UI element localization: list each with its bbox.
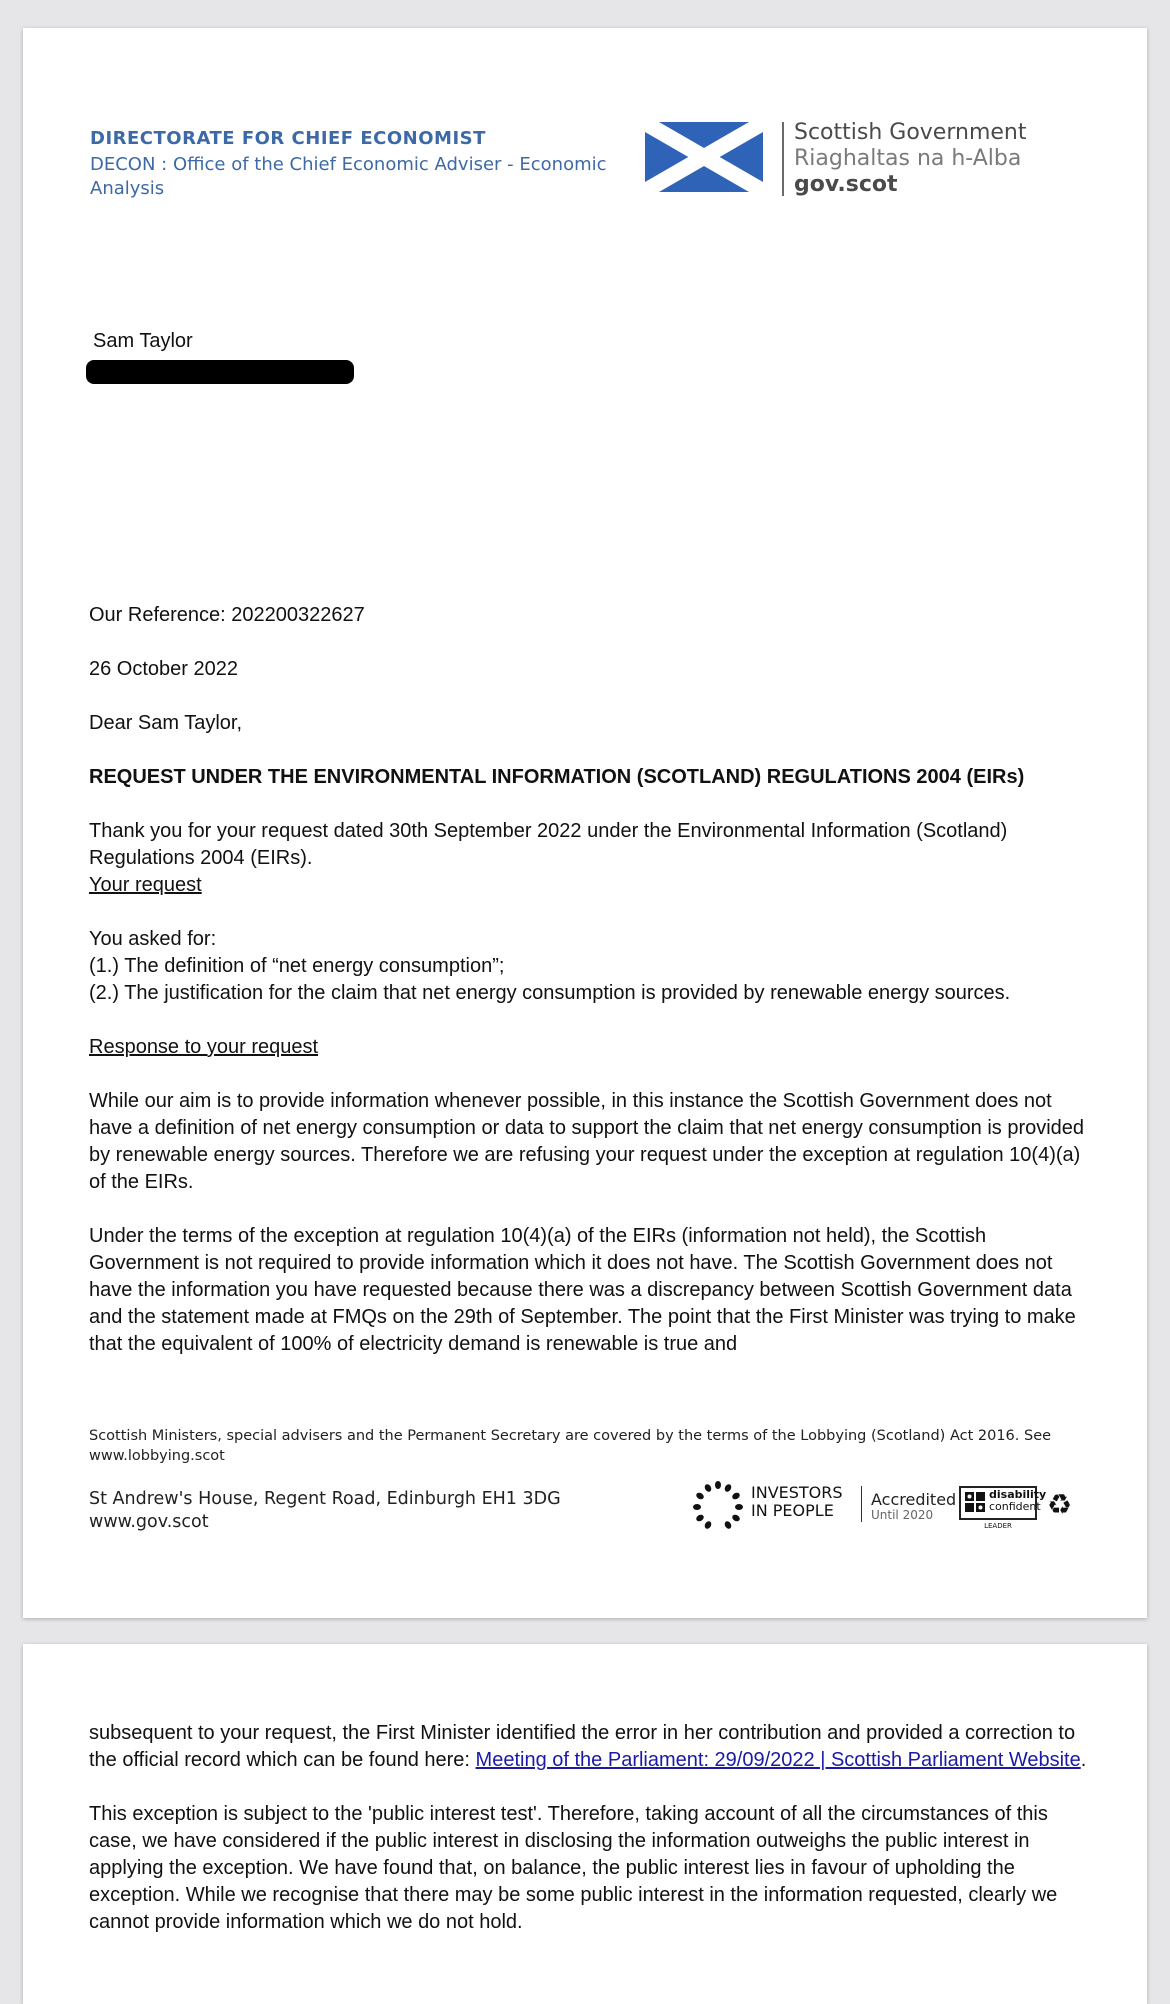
- directorate-title: DIRECTORATE FOR CHIEF ECONOMIST: [90, 128, 486, 149]
- iip-line-2: IN PEOPLE: [751, 1501, 834, 1520]
- logo-line-1: Scottish Government: [794, 120, 1027, 145]
- salutation: Dear Sam Taylor,: [89, 712, 243, 734]
- disability-confident-icon: [965, 1492, 985, 1512]
- scottish-government-logo: [645, 122, 1075, 202]
- response-heading: Response to your request: [89, 1036, 319, 1058]
- dc-line-2: confident: [989, 1500, 1041, 1513]
- footer-address: St Andrew's House, Regent Road, Edinburgh EH1 3DG: [89, 1489, 561, 1509]
- accredited-until: Until 2020: [871, 1508, 934, 1522]
- directorate-header: [90, 128, 645, 201]
- logo-line-2: Riaghaltas na h-Alba: [794, 146, 1022, 171]
- accreditation-badges: [691, 1480, 1111, 1540]
- response-paragraph-4: This exception is subject to the 'public interest test'. Therefore, taking account of all the circumstances of this case, we have considered if the public interest in disclosing the information outweighs the public interest in applying the exception. We have found that, on balance, the public interest lies in favour of upholding the exception. While we recognise that there may be some public interest in the information requested, clearly we cannot provide information which we do not hold.: [89, 1803, 1058, 1933]
- request-item-2: (2.) The justification for the claim that net energy consumption is provided by renewable energy sources.: [89, 982, 1011, 1004]
- response-paragraph-2: Under the terms of the exception at regulation 10(4)(a) of the EIRs (information not held), the Scottish Government is not required to provide information which it does not have. The Scottish Government does not have the information you have requested because there was a discrepancy between Scottish Government data and the statement made at FMQs on the 29th of September. The point that the First Minister was trying to make that the equivalent of 100% of electricity demand is renewable is true and: [89, 1225, 1076, 1355]
- redacted-address: [86, 360, 354, 384]
- letter-date: 26 October 2022: [89, 658, 238, 680]
- recycle-icon: ♻: [1047, 1488, 1073, 1521]
- request-item-1: (1.) The definition of “net energy consumption”;: [89, 955, 505, 977]
- disability-confident-badge: [959, 1486, 1047, 1530]
- investors-in-people-label: [751, 1484, 843, 1520]
- response-paragraph-3: [89, 1720, 1089, 1774]
- recipient-name: Sam Taylor: [93, 330, 193, 352]
- badge-divider: [861, 1486, 862, 1522]
- paragraph-3-start: subsequent to your request, the First Minister identified the error in her contribution and provided a correction to the official record which can be found here:: [89, 1722, 1076, 1771]
- dc-leader: LEADER: [984, 1522, 1012, 1530]
- saltire-flag-icon: [645, 122, 763, 192]
- investors-in-people-wreath-icon: [691, 1480, 745, 1532]
- iip-line-1: INVESTORS: [751, 1483, 843, 1502]
- paragraph-3-end: .: [1080, 1749, 1087, 1771]
- intro-paragraph: Thank you for your request dated 30th September 2022 under the Environmental Information (Scotland) Regulations 2004 (EIRs).: [89, 820, 1008, 869]
- letter-heading: REQUEST UNDER THE ENVIRONMENTAL INFORMATION (SCOTLAND) REGULATIONS 2004 (EIRs): [89, 766, 1025, 788]
- letter-page-2: [23, 1644, 1147, 2004]
- logo-divider: [782, 122, 784, 196]
- accredited-text: Accredited: [871, 1490, 957, 1509]
- footer-address-block: [89, 1488, 561, 1534]
- letter-page-1: [23, 28, 1147, 1618]
- letter-body-continued: [89, 1720, 1089, 1936]
- dc-line-1: disability: [989, 1488, 1047, 1501]
- logo-line-3: gov.scot: [794, 172, 898, 197]
- asked-for: You asked for:: [89, 928, 217, 950]
- logo-wordmark: [794, 120, 1026, 198]
- accredited-label: [871, 1490, 956, 1521]
- reference: Our Reference: 202200322627: [89, 604, 365, 626]
- office-name: DECON : Office of the Chief Economic Adviser - Economic Analysis: [90, 154, 607, 199]
- response-paragraph-1: While our aim is to provide information whenever possible, in this instance the Scottish Government does not have a definition of net energy consumption or data to support the claim that net energy consumption is provided by renewable energy sources. Therefore we are refusing your request under the exception at regulation 10(4)(a) of the EIRs.: [89, 1090, 1085, 1193]
- lobbying-note: Scottish Ministers, special advisers and the Permanent Secretary are covered by the terms of the Lobbying (Scotland) Act 2016. See www.lobbying.scot: [89, 1428, 1052, 1464]
- letter-body: [89, 602, 1089, 1358]
- your-request-heading: Your request: [89, 874, 202, 896]
- footer-website: www.gov.scot: [89, 1512, 209, 1532]
- parliament-meeting-link[interactable]: Meeting of the Parliament: 29/09/2022 | Scottish Parliament Website: [475, 1749, 1081, 1771]
- disability-confident-text: [989, 1489, 1046, 1513]
